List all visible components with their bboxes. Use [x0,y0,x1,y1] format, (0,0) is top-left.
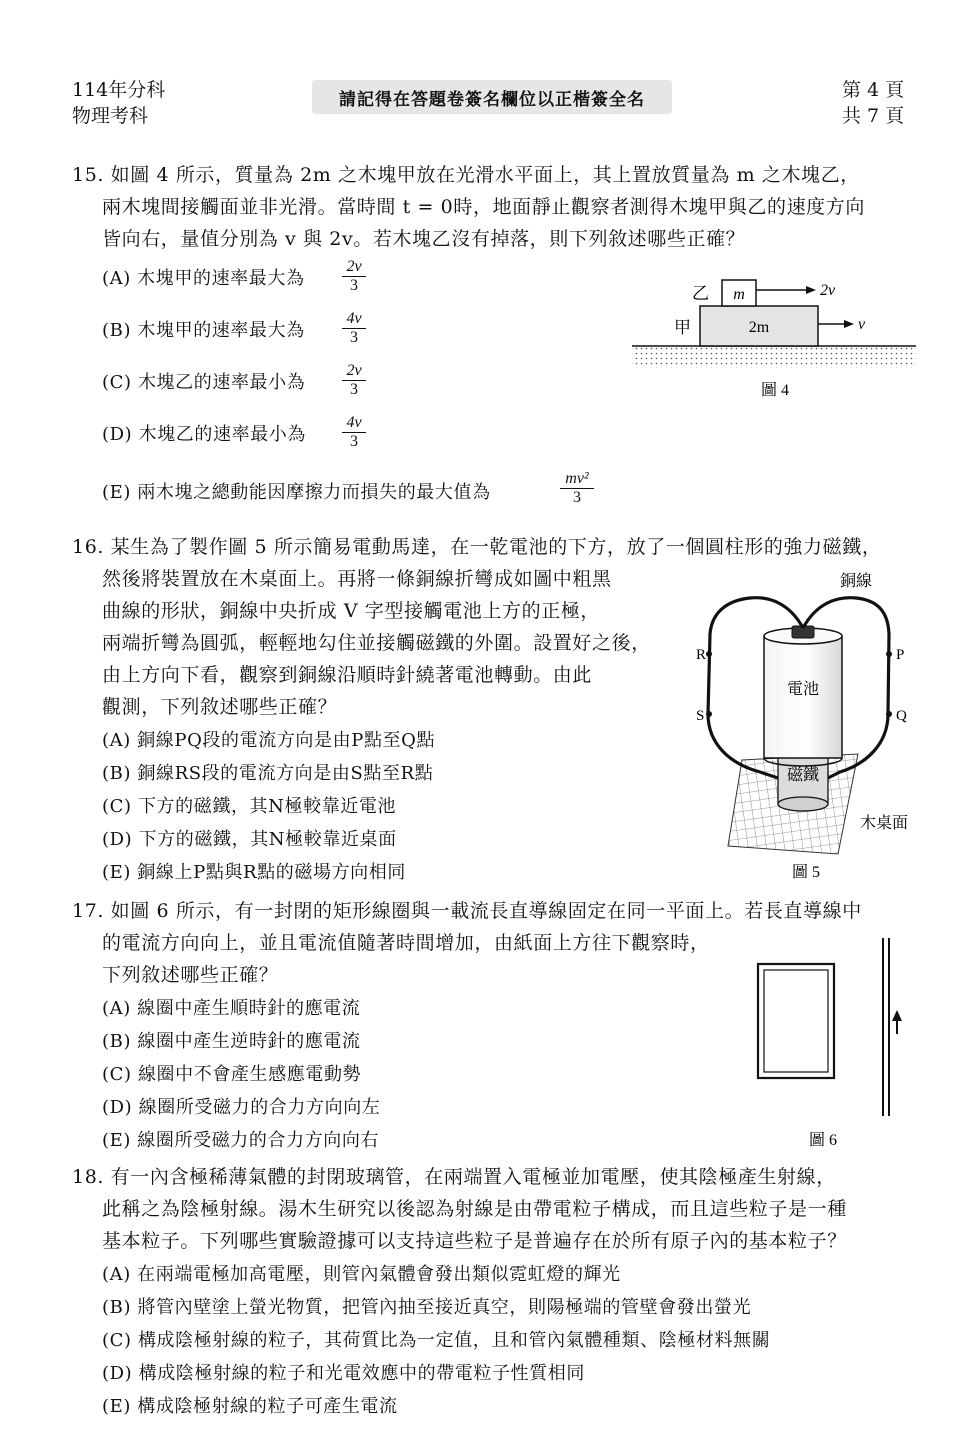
fraction-numerator: 2v [342,362,366,381]
fraction-denominator: 3 [573,489,581,506]
rectangular-loop-inner [764,970,828,1072]
header-page-total: 共 7 頁 [842,105,905,127]
fraction-numerator: mv² [560,470,594,489]
q16-line-1: 16. 某生為了製作圖 5 所示簡易電動馬達，在一乾電池的下方，放了一個圓柱形的強力磁鐵， [72,536,882,558]
q15-option-a-fraction [342,258,366,295]
label-magnet: 磁鐵 [786,767,820,784]
q15-option-e-fraction [560,470,594,507]
label-jia: 甲 [674,318,691,337]
header-year-subject: 114年分科 [72,79,166,101]
ground-surface [632,346,916,368]
header-page-number: 第 4 頁 [842,79,905,101]
label-yi: 乙 [692,284,709,303]
q16-line-6: 觀測，下列敘述哪些正確？ [102,696,338,718]
q18-option-d: (D) 構成陰極射線的粒子和光電效應中的帶電粒子性質相同 [102,1363,585,1384]
q17-option-e: (E) 線圈所受磁力的合力方向向右 [102,1130,380,1151]
q18-line-3: 基本粒子。下列哪些實驗證據可以支持這些粒子是普遍存在於所有原子內的基本粒子？ [102,1230,847,1252]
q16-option-e: (E) 銅線上P點與R點的磁場方向相同 [102,862,406,883]
q18-line-1: 18. 有一內含極稀薄氣體的封閉玻璃管，在兩端置入電極並加電壓，使其陰極產生射線， [72,1166,836,1188]
label-table: 木桌面 [860,815,909,832]
q15-option-c: (C) 木塊乙的速率最小為 [102,372,306,393]
block-yi-mass: m [733,286,745,303]
q15-option-b: (B) 木塊甲的速率最大為 [102,320,305,341]
q15-option-e: (E) 兩木塊之總動能因摩擦力而損失的最大值為 [102,482,491,503]
label-battery: 電池 [786,681,820,698]
q16-option-b: (B) 銅線RS段的電流方向是由S點至R點 [102,763,434,784]
q17-line-1: 17. 如圖 6 所示，有一封閉的矩形線圈與一載流長直導線固定在同一平面上。若長直導線中 [72,900,862,922]
figure-4-caption: 圖 4 [760,382,790,399]
q15-option-c-fraction [342,362,366,399]
q16-line-3: 曲線的形狀，銅線中央折成 V 字型接觸電池上方的正極， [102,600,601,622]
rectangular-loop-outer [758,964,834,1078]
q18-option-c: (C) 構成陰極射線的粒子，其荷質比為一定值，且和管內氣體種類、陰極材料無關 [102,1330,771,1351]
block-jia-mass: 2m [748,319,770,336]
label-r: R [696,647,707,663]
arrowhead-icon [844,320,854,328]
q18-option-e: (E) 構成陰極射線的粒子可產生電流 [102,1396,398,1417]
q17-option-d: (D) 線圈所受磁力的合力方向向左 [102,1097,381,1118]
point-s-marker [706,711,712,717]
q18-line-2: 此稱之為陰極射線。湯木生研究以後認為射線是由帶電粒子構成，而且這些粒子是一種 [102,1198,847,1220]
velocity-yi-label: 2v [820,282,836,299]
fraction-numerator: 4v [342,414,366,433]
figure-6-caption: 圖 6 [808,1132,838,1149]
q15-option-d-fraction [342,414,366,451]
fraction-numerator: 4v [342,310,366,329]
q17-line-3: 下列敘述哪些正確？ [102,964,279,986]
q18-option-a: (A) 在兩端電極加高電壓，則管內氣體會發出類似霓虹燈的輝光 [102,1264,621,1285]
fraction-denominator: 3 [350,433,358,450]
q17-option-a: (A) 線圈中產生順時針的應電流 [102,998,361,1019]
arrowhead-icon [806,286,816,294]
q16-line-2: 然後將裝置放在木桌面上。再將一條銅線折彎成如圖中粗黑 [102,568,612,590]
label-p: P [896,647,905,663]
label-q: Q [896,708,907,724]
q16-option-a: (A) 銅線PQ段的電流方向是由P點至Q點 [102,730,436,751]
magnet-bottom [778,797,828,811]
q15-line-2: 兩木塊間接觸面並非光滑。當時間 t = 0時，地面靜止觀察者測得木塊甲與乙的速度方向 [102,196,865,218]
figure-5-motor-diagram [690,564,920,884]
label-s: S [696,708,705,724]
q16-line-4: 兩端折彎為圓弧，輕輕地勾住並接觸磁鐵的外圍。設置好之後， [102,632,651,654]
figure-4-blocks-diagram [630,272,920,404]
velocity-jia-label: v [858,316,866,333]
point-q-marker [886,711,892,717]
q15-option-d: (D) 木塊乙的速率最小為 [102,424,306,445]
q17-line-2: 的電流方向向上，並且電流值隨著時間增加，由紙面上方往下觀察時， [102,932,710,954]
figure-6-loop-wire-diagram [746,934,916,1154]
signature-reminder-banner: 請記得在答題卷簽名欄位以正楷簽全名 [312,80,672,114]
q15-option-b-fraction [342,310,366,347]
q15-option-a: (A) 木塊甲的速率最大為 [102,268,305,289]
fraction-denominator: 3 [350,381,358,398]
arrow-up-icon [892,1010,902,1021]
fraction-denominator: 3 [350,329,358,346]
q16-line-5: 由上方向下看，觀察到銅線沿順時針繞著電池轉動。由此 [102,664,593,686]
q18-option-b: (B) 將管內壁塗上螢光物質，把管內抽至接近真空，則陽極端的管壁會發出螢光 [102,1297,752,1318]
point-r-marker [706,651,712,657]
header-exam-subject: 物理考科 [72,105,149,127]
fraction-denominator: 3 [350,277,358,294]
q17-option-b: (B) 線圈中產生逆時針的應電流 [102,1031,361,1052]
figure-5-caption: 圖 5 [791,864,821,881]
point-p-marker [886,651,892,657]
q15-line-3: 皆向右，量值分別為 v 與 2v。若木塊乙沒有掉落，則下列敘述哪些正確？ [102,228,746,250]
label-copper-wire: 銅線 [840,573,873,590]
q15-line-1: 15. 如圖 4 所示，質量為 2m 之木塊甲放在光滑水平面上，其上置放質量為 m 之木塊乙， [72,164,860,186]
q16-option-c: (C) 下方的磁鐵，其N極較靠近電池 [102,796,397,817]
q16-option-d: (D) 下方的磁鐵，其N極較靠近桌面 [102,829,397,850]
q17-option-c: (C) 線圈中不會產生感應電動勢 [102,1064,362,1085]
fraction-numerator: 2v [342,258,366,277]
